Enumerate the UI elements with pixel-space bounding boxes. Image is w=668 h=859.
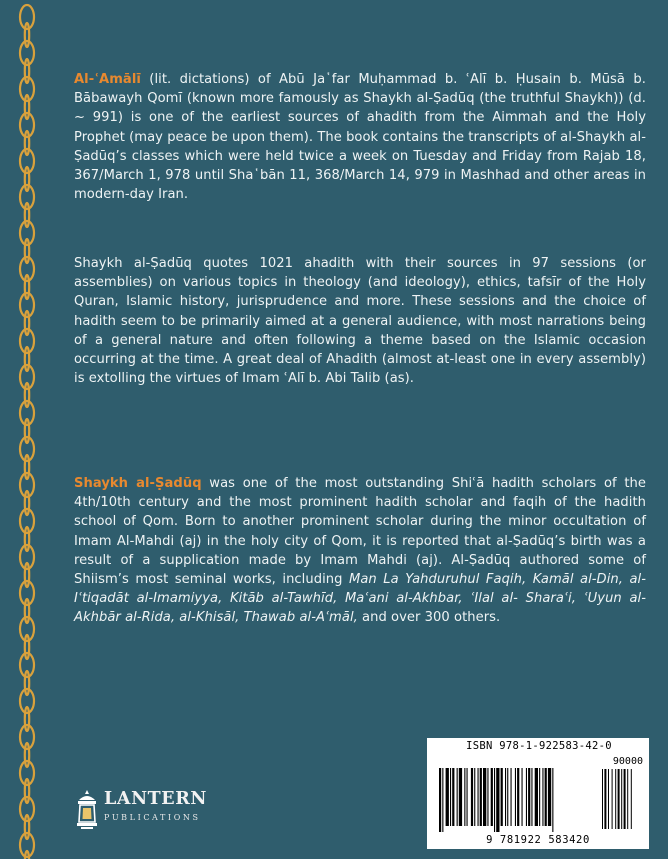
description-paragraph-1 <box>74 70 646 204</box>
barcode-bars <box>435 754 595 834</box>
description-paragraph-2 <box>74 254 646 388</box>
author-works-list: Man La Yahduruhul Faqih, Kamāl al-Din, al-Iʿtiqadāt al-Imamiyya, Kitāb al-Tawhīd, Maʿani al-Akhbar, ʿIlal al- Sharaʿi, ʿUyun al-Akhbār al-Rida, al-Khisāl, Thawab al-Aʿmāl, <box>74 572 646 626</box>
paragraph-1-text: (lit. dictations) of Abū Ja῾far Muḥammad b. ʿAlī b. Ḥusain b. Mūsā b. Bābawayh Qomī (known more famously as Shaykh al-Ṣadūq (the truthful Shaykh)) (d. ~ 991) is one of the earliest sources of ahadith from the Aimmah and the Holy Prophet (may peace be upon them). The book contains the transcripts of al-Shaykh al- Ṣadūq’s classes which were held twice a week on Tuesday and Friday from Rajab 18, 367/March 1, 978 until Sha῾bān 11, 368/March 14, 979 in Mashhad and other areas in modern-day Iran. <box>74 72 646 203</box>
paragraph-2-text: Shaykh al-Ṣadūq quotes 1021 ahadith with their sources in 97 sessions (or assemblies) on various topics in theology (and ideology), ethics, tafsīr of the Holy Quran, Islamic history, jurisprudence and more. These sessions and the choice of hadith seem to be primarily aimed at a general audience, with most narrations being of a general nature and often following a theme based on the Islamic occasion occurring at the time. A great deal of Ahadith (almost at-least one in every assembly) is extolling the virtues of Imam ʿAlī b. Abi Talib (as). <box>74 256 646 387</box>
decorative-chain-border <box>0 0 56 859</box>
publisher-logo <box>73 788 223 838</box>
author-bio-text: was one of the most outstanding Shiʿā hadith scholars of the 4th/10th century and the most prominent hadith scholar and faqih of the hadith school of Qom. Born to another prominent scholar during the minor occultation of Imam Al-Mahdi (aj) in the holy city of Qom, it is reported that al-Ṣadūq’s birth was a result of a supplication made by Imam Mahdi (aj). Al-Ṣadūq authored some of Shiism’s most seminal works, including <box>74 476 646 588</box>
lantern-icon <box>73 788 101 836</box>
price-barcode-bars <box>602 769 642 831</box>
price-code: 90000 <box>612 756 643 767</box>
barcode-digits: 9 781922 583420 <box>486 834 590 846</box>
isbn-number: ISBN 978-1-922583-42-0 <box>466 740 612 752</box>
author-bio-text-end: and over 300 others. <box>357 610 501 626</box>
book-title-highlight: Al-ʿAmālī <box>74 72 141 87</box>
publisher-subtitle: PUBLICATIONS <box>104 813 201 822</box>
author-bio-paragraph <box>74 474 646 628</box>
isbn-barcode <box>427 738 649 849</box>
author-name-highlight: Shaykh al-Ṣadūq <box>74 476 202 491</box>
publisher-name: LANTERN <box>104 789 207 809</box>
